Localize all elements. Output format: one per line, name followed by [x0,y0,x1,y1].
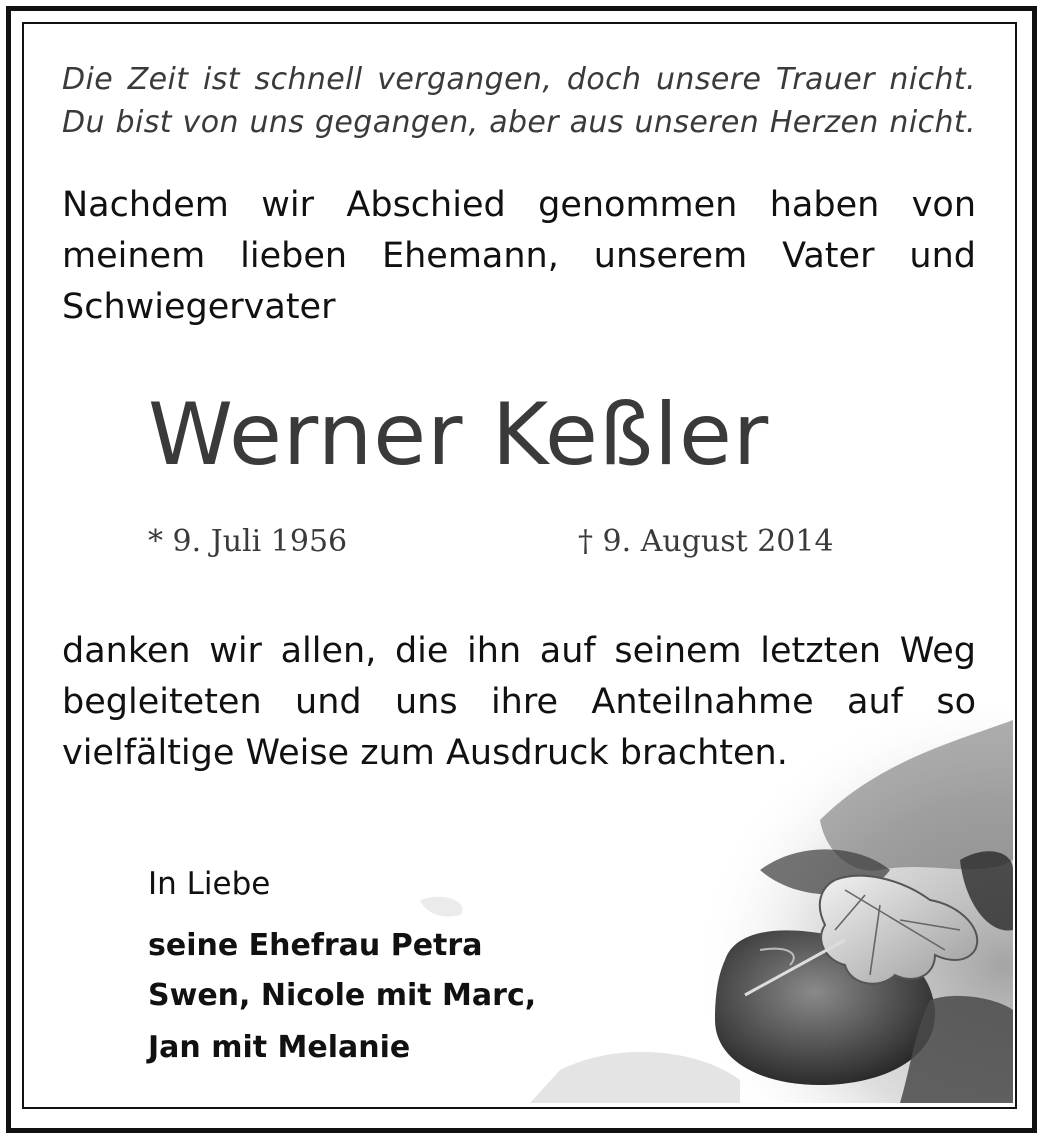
signatory-line: seine Ehefrau Petra [148,928,483,963]
motto-line-2: Du bist von uns gegangen, aber aus unseren Herzen nicht. [62,105,976,140]
birth-date: * 9. Juli 1956 [148,524,348,559]
thanks-line-3: vielfältige Weise zum Ausdruck brachten. [62,733,788,773]
signatory-line: Swen, Nicole mit Marc, [148,978,537,1013]
motto-line-1: Die Zeit ist schnell vergangen, doch unsere Trauer nicht. [62,62,976,97]
intro-line-1: Nachdem wir Abschied genommen haben von [62,185,976,225]
thanks-line-2: begleiteten und uns ihre Anteilnahme auf so [62,682,976,722]
thanks-line-1: danken wir allen, die ihn auf seinem letzten Weg [62,631,976,671]
death-date: † 9. August 2014 [578,524,834,559]
closing-greeting: In Liebe [148,866,271,902]
signatory-line: Jan mit Melanie [148,1030,411,1065]
intro-line-3: Schwiegervater [62,287,336,327]
intro-line-2: meinem lieben Ehemann, unserem Vater und [62,236,976,276]
deceased-name: Werner Keßler [148,385,770,485]
